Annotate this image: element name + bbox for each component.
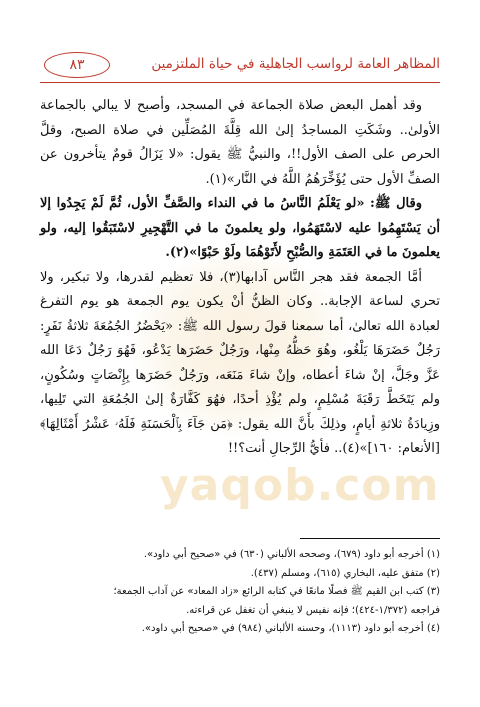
footnote-2: (٢) متفق عليه، البخاري (٦١٥)، ومسلم (٤٣٧).	[250, 567, 440, 579]
paragraph-2: وقال ﷺ: «لو يَعْلَمُ النَّاسُ ما في النداء والصَّفِّ الأول، ثُمَّ لَمْ يَجِدُوا إلا أن يَسْتَهِمُوا عليه لاسْتَهَمُوا، ولو يعلمونَ ما في التَّهْجِيرِ لاسْتَبَقُوا إليه، ولو يعلمونَ ما في العَتَمَةِ والصُّبْحِ لأَتَوْهُمَا ولَوْ حَبْوًا»(٢).	[40, 196, 440, 260]
paragraph-3: أمَّا الجمعة فقد هجر النَّاس آدابها(٣)، فلا تعظيم لقدرها، ولا تبكير، ولا تحري لساعة الإجابة.. وكان الظنُّ أنْ يكون يوم الجمعة هو يوم التفرغ لعبادة الله تعالىٰ، أما سمعنا قولَ رسول الله ﷺ: «يَحْضُرُ الجُمُعَةَ ثلاثةُ نَفَرٍ: رَجُلٌ حَضَرَهَا يَلْغُو، وهُوَ حَظُّهُ مِنْها، ورَجُلٌ حَضَرَها يَدْعُو، فَهُوَ رَجُلٌ دَعَا الله عَزَّ وجَلَّ، إنْ شاءَ أعطاه، وإنْ شاءَ مَنَعَه، ورَجُلٌ حَضَرَها بِإِنْصَاتٍ وسُكُونٍ، ولم يَتَخَطَّ رَقَبَةَ مُسْلِمٍ، ولم يُؤْذِ أحدًا، فهُوَ كَفَّارَةٌ إلىٰ الجُمُعَةِ التي تَلِيها، وزِيادَةُ ثلاثةِ أيامٍ، وذلِكَ بأَنَّ الله يقول: ﴿مَن جَآءَ بِٱلْحَسَنَةِ فَلَهُۥ عَشْرُ أَمْثَالِهَا﴾ [الأنعام: ١٦٠]»(٤).. فأيُّ الرِّجالِ أنت؟!!	[40, 269, 440, 456]
main-text	[40, 94, 440, 462]
watermark-text: yaqob.com	[160, 460, 440, 511]
footnote-4: (٤) أخرجه أبو داود (١١١٣)، وحسنه الألباني (٩٨٤) في «صحيح أبي داود».	[141, 623, 440, 635]
footnote-1: (١) أخرجه أبو داود (٦٧٩)، وصححه الألباني (٦٣٠) في «صحيح أبي داود».	[143, 549, 440, 560]
page-number-badge: ٨٣	[44, 52, 110, 78]
footnotes	[40, 546, 440, 639]
header-rule	[40, 82, 440, 83]
paragraph-1: وقد أهمل البعض صلاة الجماعة في المسجد، وأصبح لا يبالي بالجماعة الأولىٰ.. وشَكَتِ المساجدُ إلىٰ الله قِلَّةَ المُصَلِّين في صلاة الصبح، وقلَّ الحرص على الصف الأول!!، والنبيُّ ﷺ يقول: «لا يَزَالُ قومٌ يتأخرون عن الصفِّ الأول حتى يُؤَخِّرَهُمُ اللَّهُ في النَّار»(١).	[40, 98, 440, 187]
footnote-3: (٣) كتب ابن القيم ﷺ فصلًا مانعًا في كتابه الرائع «زاد المعاد» عن آداب الجمعة؛	[113, 586, 440, 598]
footnote-separator	[300, 538, 440, 539]
footnote-3-continued: فراجعه (١/٣٧٢-٤٢٤)؛ فإنه نفيس لا ينبغي أن تغفل عن قراءته.	[186, 604, 440, 616]
running-title: المظاهر العامة لرواسب الجاهلية في حياة الملتزمين	[151, 56, 440, 72]
page-header	[40, 52, 440, 82]
